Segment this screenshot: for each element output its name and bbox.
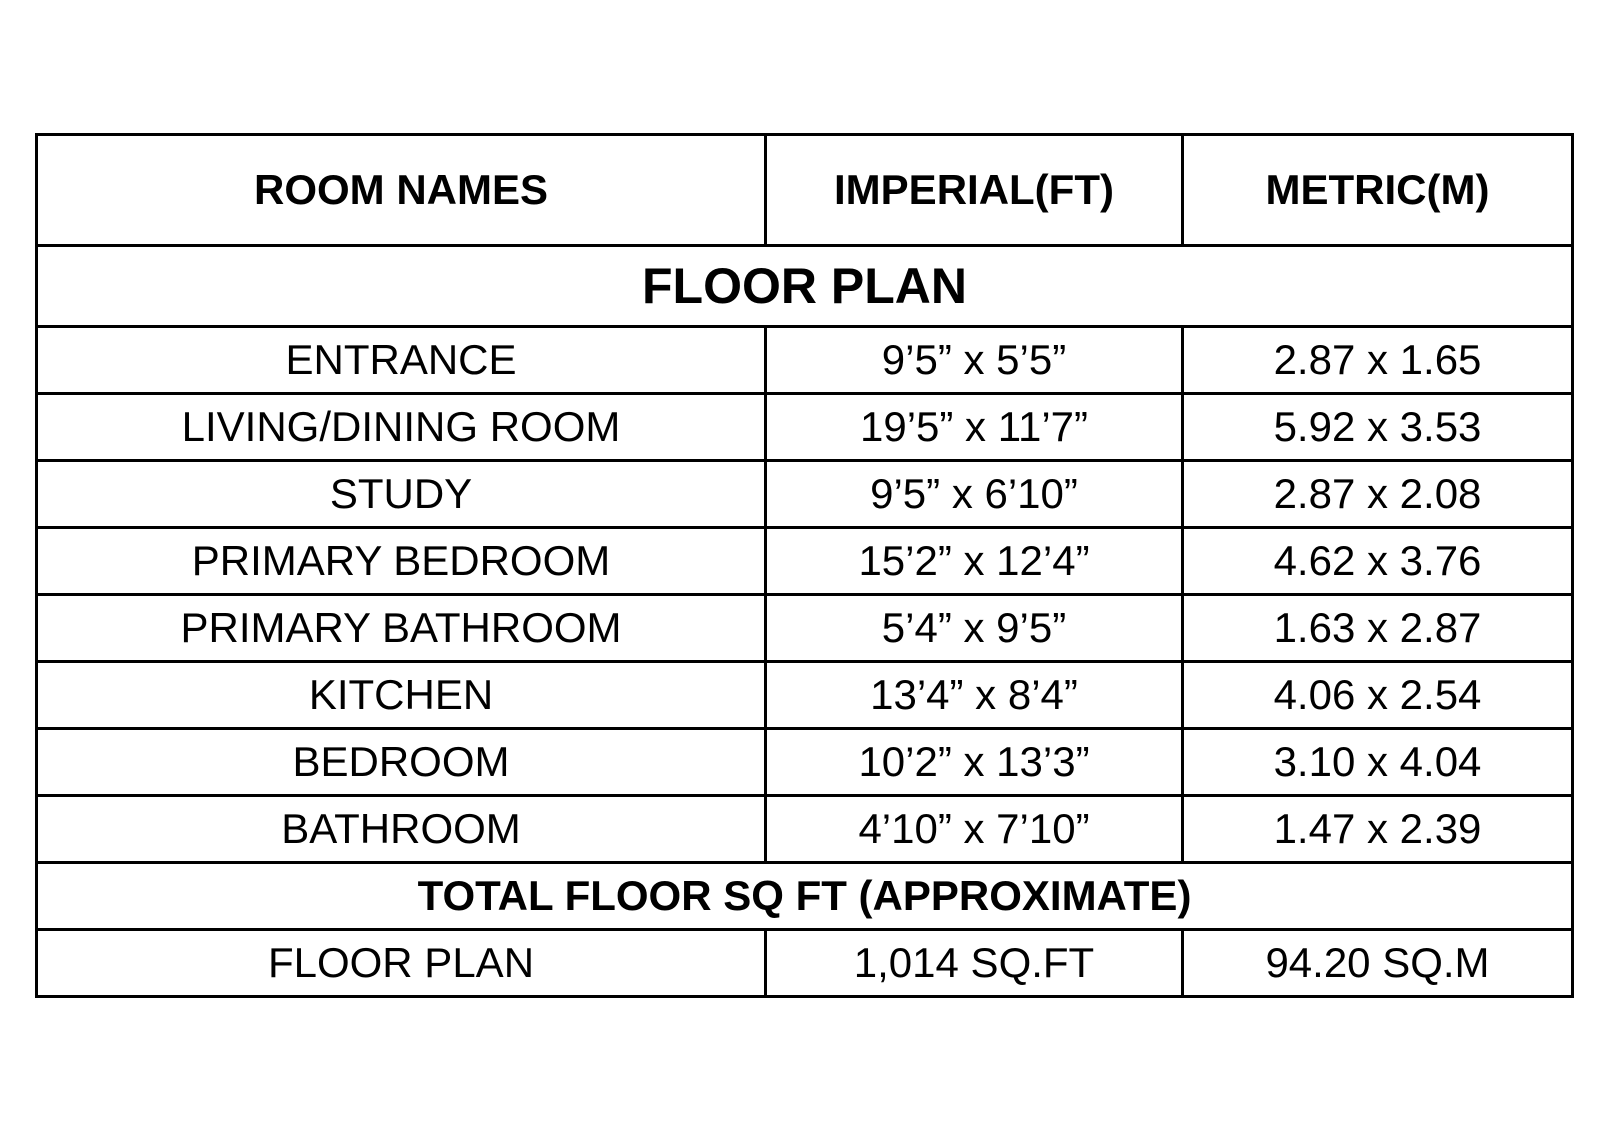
metric-cell: 4.62 x 3.76 <box>1183 528 1573 595</box>
room-name-cell: STUDY <box>37 461 766 528</box>
total-metric-cell: 94.20 SQ.M <box>1183 930 1573 997</box>
total-label-cell: FLOOR PLAN <box>37 930 766 997</box>
imperial-cell: 13’4” x 8’4” <box>766 662 1183 729</box>
section-title-row <box>37 246 1573 327</box>
metric-cell: 3.10 x 4.04 <box>1183 729 1573 796</box>
metric-cell: 5.92 x 3.53 <box>1183 394 1573 461</box>
table-row <box>37 729 1573 796</box>
section-title: FLOOR PLAN <box>37 246 1573 327</box>
metric-cell: 2.87 x 1.65 <box>1183 327 1573 394</box>
total-heading-row <box>37 863 1573 930</box>
table-row <box>37 796 1573 863</box>
metric-cell: 1.63 x 2.87 <box>1183 595 1573 662</box>
metric-cell: 1.47 x 2.39 <box>1183 796 1573 863</box>
imperial-cell: 10’2” x 13’3” <box>766 729 1183 796</box>
imperial-cell: 9’5” x 6’10” <box>766 461 1183 528</box>
imperial-cell: 19’5” x 11’7” <box>766 394 1183 461</box>
imperial-cell: 15’2” x 12’4” <box>766 528 1183 595</box>
metric-cell: 2.87 x 2.08 <box>1183 461 1573 528</box>
room-name-cell: KITCHEN <box>37 662 766 729</box>
room-dimensions-table <box>35 133 1574 998</box>
room-name-cell: LIVING/DINING ROOM <box>37 394 766 461</box>
header-metric: METRIC(M) <box>1183 135 1573 246</box>
total-imperial-cell: 1,014 SQ.FT <box>766 930 1183 997</box>
header-room-names: ROOM NAMES <box>37 135 766 246</box>
table-header-row <box>37 135 1573 246</box>
room-name-cell: ENTRANCE <box>37 327 766 394</box>
imperial-cell: 9’5” x 5’5” <box>766 327 1183 394</box>
room-name-cell: PRIMARY BEDROOM <box>37 528 766 595</box>
header-imperial: IMPERIAL(FT) <box>766 135 1183 246</box>
room-name-cell: BATHROOM <box>37 796 766 863</box>
table-row <box>37 394 1573 461</box>
table-row <box>37 528 1573 595</box>
room-name-cell: BEDROOM <box>37 729 766 796</box>
table-row <box>37 461 1573 528</box>
metric-cell: 4.06 x 2.54 <box>1183 662 1573 729</box>
room-name-cell: PRIMARY BATHROOM <box>37 595 766 662</box>
total-heading: TOTAL FLOOR SQ FT (APPROXIMATE) <box>37 863 1573 930</box>
table-row <box>37 662 1573 729</box>
table-row <box>37 595 1573 662</box>
imperial-cell: 4’10” x 7’10” <box>766 796 1183 863</box>
table-row <box>37 327 1573 394</box>
total-row <box>37 930 1573 997</box>
imperial-cell: 5’4” x 9’5” <box>766 595 1183 662</box>
